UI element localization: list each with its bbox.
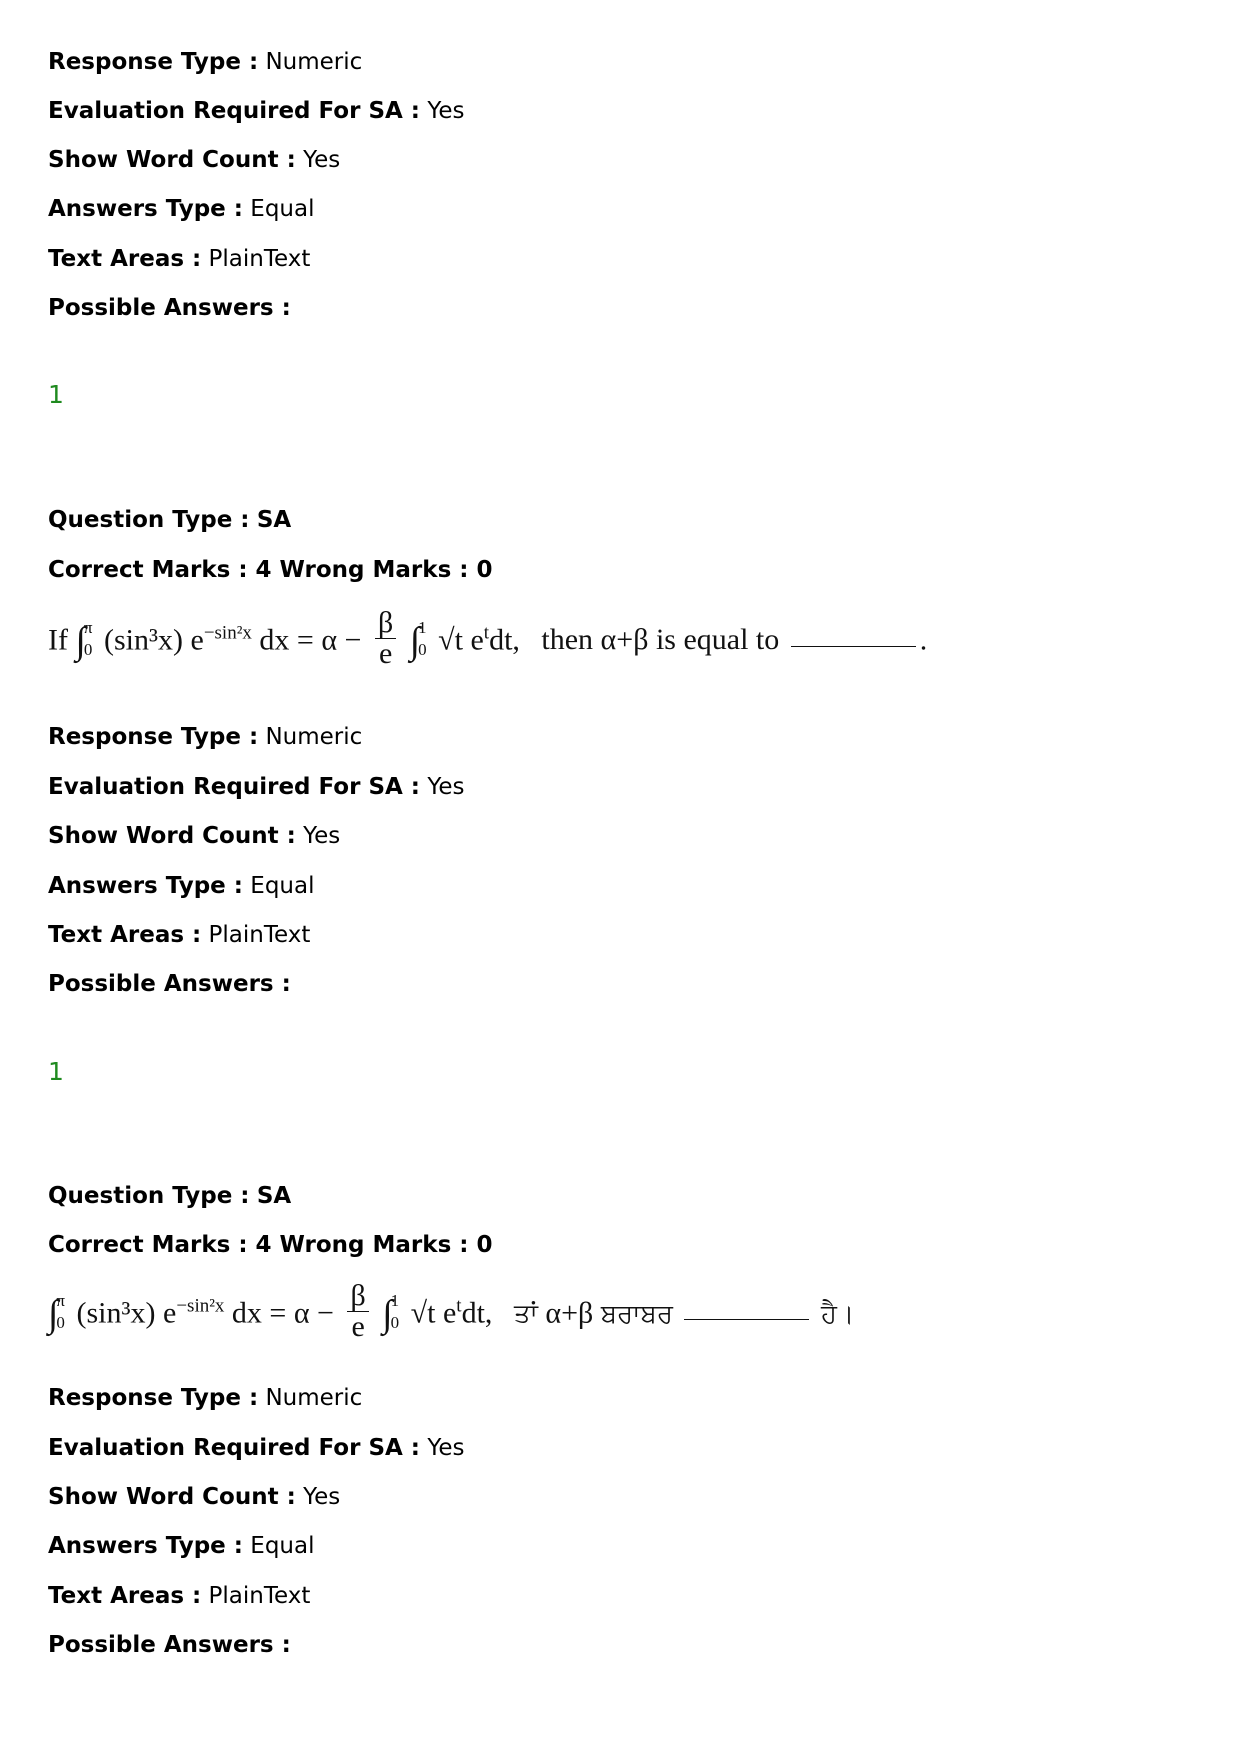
field-value: Yes bbox=[427, 98, 465, 124]
field-label: Possible Answers : bbox=[48, 971, 291, 997]
integral-sign: ∫ bbox=[48, 1293, 59, 1336]
lower-limit: 0 bbox=[418, 639, 427, 659]
integral-sign: ∫ bbox=[75, 620, 86, 663]
field-value: Numeric bbox=[265, 49, 363, 75]
answer-blank bbox=[684, 1319, 809, 1320]
field-label: Show Word Count : bbox=[48, 1484, 296, 1510]
fraction bbox=[375, 608, 396, 669]
field-label: Answers Type : bbox=[48, 1533, 243, 1559]
field-label: Evaluation Required For SA : bbox=[48, 98, 421, 124]
field-label: Answers Type : bbox=[48, 873, 243, 899]
integral-limits bbox=[56, 1290, 65, 1334]
possible-answers-row bbox=[48, 969, 291, 999]
lower-limit: 0 bbox=[56, 1312, 65, 1332]
show-word-count-row bbox=[48, 1482, 340, 1512]
marks-label: Correct Marks : 4 Wrong Marks : 0 bbox=[48, 1232, 493, 1258]
integrand: √t e bbox=[438, 623, 484, 657]
text-areas-row bbox=[48, 1581, 310, 1611]
punjabi-is: ਹੈ। bbox=[820, 1299, 855, 1330]
integrand: (sin³x) e bbox=[104, 623, 204, 657]
field-label: Response Type : bbox=[48, 1385, 259, 1411]
response-type-row bbox=[48, 1383, 362, 1413]
integral-sign: ∫ bbox=[382, 1293, 393, 1336]
field-value: Yes bbox=[303, 147, 341, 173]
alpha-plus-beta: α+β bbox=[545, 1296, 594, 1330]
text-areas-row bbox=[48, 244, 310, 274]
possible-answers-row bbox=[48, 1630, 291, 1660]
lower-limit: 0 bbox=[83, 639, 93, 659]
field-value: SA bbox=[256, 507, 292, 533]
question-2-equation bbox=[48, 1279, 855, 1346]
field-value: Equal bbox=[250, 873, 315, 899]
answer-blank bbox=[791, 646, 916, 647]
field-value: Yes bbox=[303, 823, 341, 849]
field-label: Response Type : bbox=[48, 724, 259, 750]
answers-type-row bbox=[48, 1531, 315, 1561]
field-label: Text Areas : bbox=[48, 246, 202, 272]
question-type-row bbox=[48, 505, 291, 535]
field-value: Numeric bbox=[265, 724, 363, 750]
upper-limit: π bbox=[56, 1290, 66, 1310]
response-type-row bbox=[48, 722, 362, 752]
field-label: Show Word Count : bbox=[48, 147, 296, 173]
dt: dt, bbox=[489, 623, 520, 657]
upper-limit: 1 bbox=[390, 1290, 400, 1310]
text-areas-row bbox=[48, 920, 310, 950]
field-value: Numeric bbox=[265, 1385, 363, 1411]
field-value: Equal bbox=[250, 196, 315, 222]
exponent: t bbox=[483, 622, 490, 644]
dx-equals: dx = α − bbox=[231, 1296, 334, 1330]
denominator: e bbox=[378, 637, 393, 670]
fraction bbox=[347, 1281, 368, 1342]
numerator: β bbox=[375, 608, 396, 639]
marks-row bbox=[48, 555, 492, 585]
show-word-count-row bbox=[48, 145, 340, 175]
dt: dt, bbox=[461, 1296, 493, 1330]
punjabi-equal: ਬਰਾਬਰ bbox=[600, 1299, 673, 1330]
exponent: t bbox=[456, 1295, 462, 1317]
field-value: Yes bbox=[427, 774, 465, 800]
exponent: −sin²x bbox=[176, 1295, 225, 1317]
possible-answer-value: 1 bbox=[48, 1057, 64, 1086]
evaluation-required-row bbox=[48, 772, 464, 802]
field-label: Evaluation Required For SA : bbox=[48, 1435, 421, 1461]
field-label: Answers Type : bbox=[48, 196, 243, 222]
question-text: then α+β is equal to bbox=[541, 623, 780, 657]
upper-limit: π bbox=[83, 617, 93, 637]
field-value: Yes bbox=[303, 1484, 341, 1510]
marks-row bbox=[48, 1230, 492, 1260]
field-label: Text Areas : bbox=[48, 922, 202, 948]
question-1-equation bbox=[48, 606, 928, 673]
numerator: β bbox=[347, 1281, 368, 1312]
field-label: Response Type : bbox=[48, 49, 259, 75]
period: . bbox=[919, 623, 928, 657]
field-label: Possible Answers : bbox=[48, 1632, 291, 1658]
integrand: √t e bbox=[410, 1296, 457, 1330]
response-type-row bbox=[48, 47, 362, 77]
answers-type-row bbox=[48, 871, 315, 901]
possible-answer-value: 1 bbox=[48, 380, 64, 409]
field-label: Question Type : bbox=[48, 507, 250, 533]
evaluation-required-row bbox=[48, 96, 464, 126]
integral-limits bbox=[391, 1290, 400, 1334]
field-label: Question Type : bbox=[48, 1183, 250, 1209]
field-label: Show Word Count : bbox=[48, 823, 296, 849]
field-value: Equal bbox=[250, 1533, 315, 1559]
evaluation-required-row bbox=[48, 1433, 464, 1463]
field-value: SA bbox=[256, 1183, 292, 1209]
field-label: Evaluation Required For SA : bbox=[48, 774, 421, 800]
integral-limits bbox=[84, 617, 93, 661]
dx-equals: dx = α − bbox=[259, 623, 362, 657]
exponent: −sin²x bbox=[203, 622, 252, 644]
question-prefix: If bbox=[48, 623, 68, 657]
integrand: (sin³x) e bbox=[76, 1296, 177, 1330]
upper-limit: 1 bbox=[418, 617, 427, 637]
field-label: Possible Answers : bbox=[48, 295, 291, 321]
marks-label: Correct Marks : 4 Wrong Marks : 0 bbox=[48, 557, 493, 583]
punjabi-then: ਤਾਂ bbox=[513, 1299, 538, 1330]
possible-answers-row bbox=[48, 293, 291, 323]
show-word-count-row bbox=[48, 821, 340, 851]
field-value: PlainText bbox=[208, 246, 311, 272]
field-value: PlainText bbox=[208, 922, 311, 948]
field-value: Yes bbox=[427, 1435, 465, 1461]
lower-limit: 0 bbox=[390, 1312, 400, 1332]
field-label: Text Areas : bbox=[48, 1583, 202, 1609]
integral-limits bbox=[418, 617, 427, 661]
integral-sign: ∫ bbox=[409, 620, 421, 663]
denominator: e bbox=[351, 1310, 365, 1343]
field-value: PlainText bbox=[208, 1583, 311, 1609]
answers-type-row bbox=[48, 194, 315, 224]
question-type-row bbox=[48, 1181, 291, 1211]
